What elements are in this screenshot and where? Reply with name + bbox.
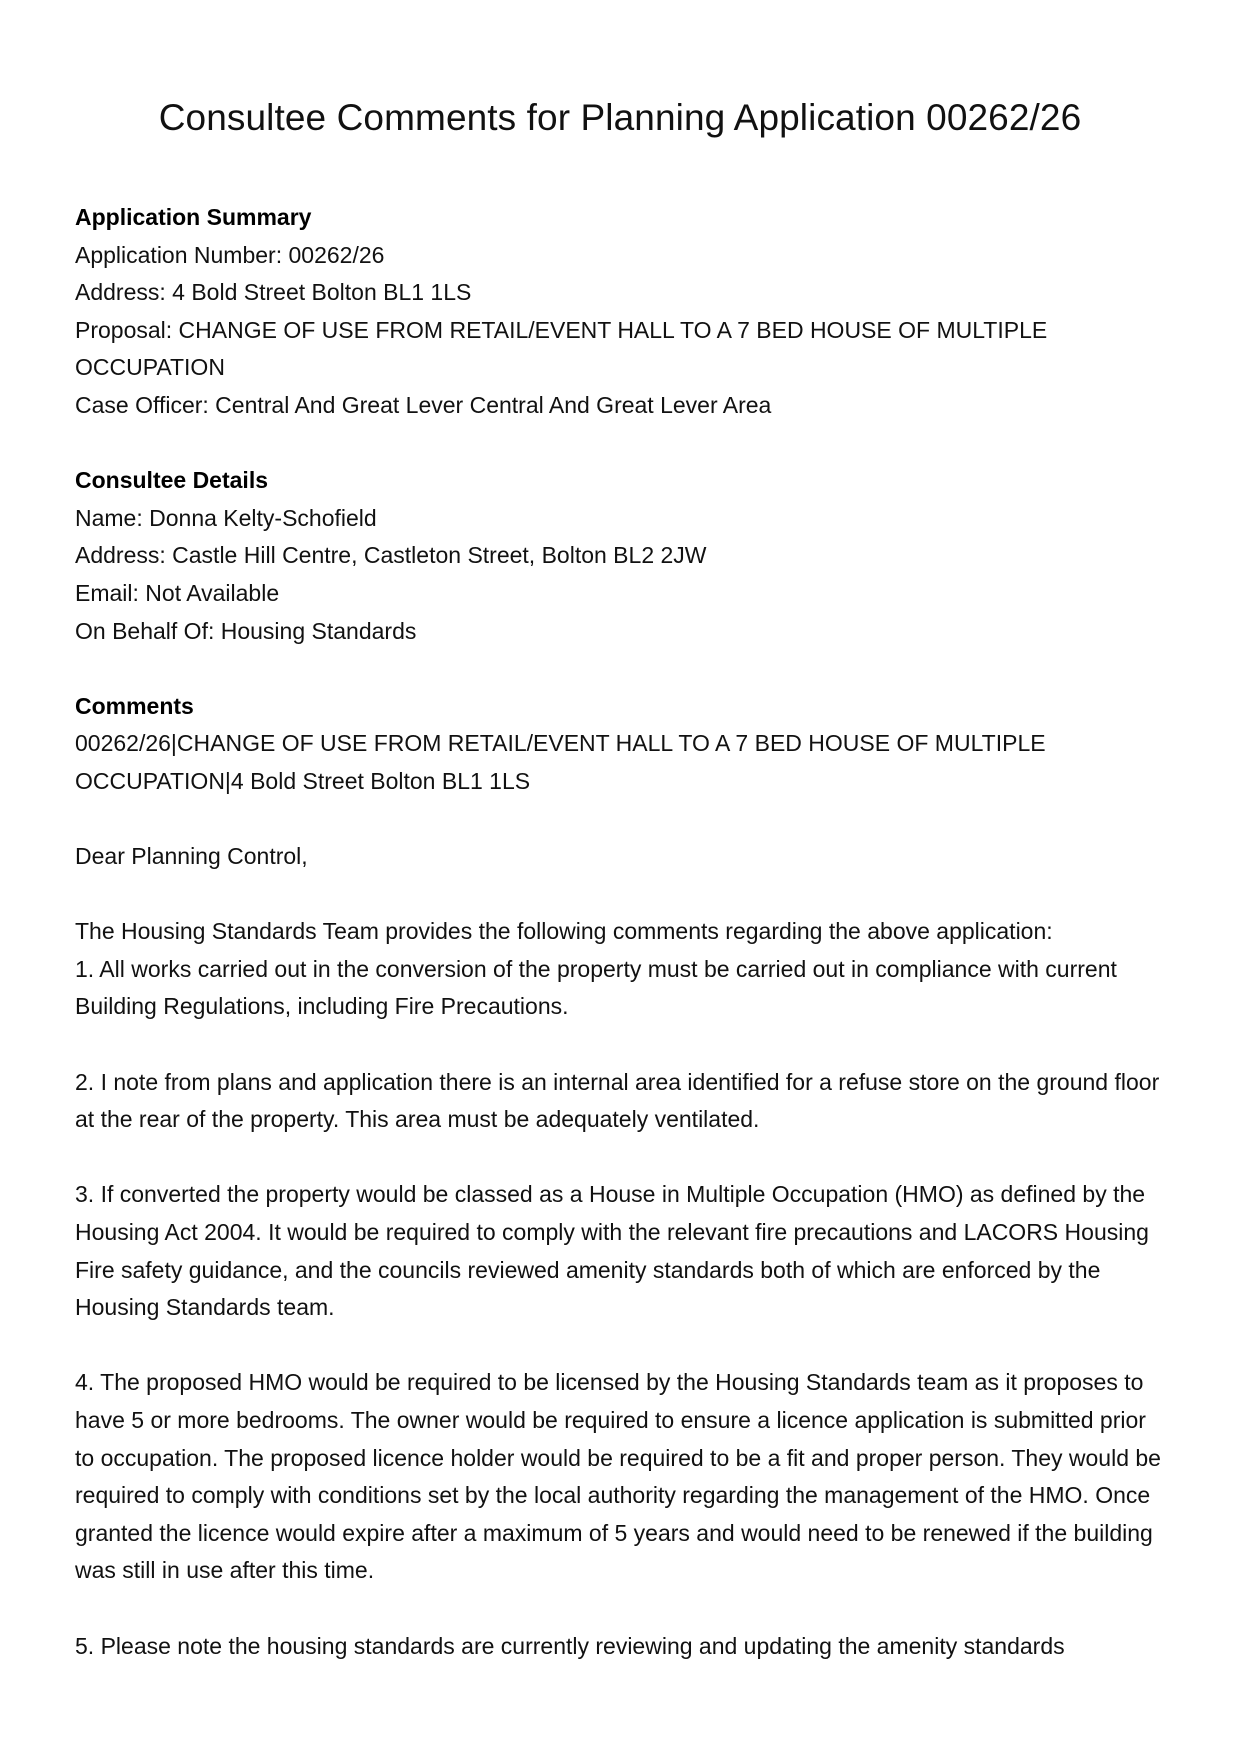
page-title: Consultee Comments for Planning Application 00262/26 xyxy=(158,97,1082,138)
application-proposal: Proposal: CHANGE OF USE FROM RETAIL/EVENT HALL TO A 7 BED HOUSE OF MULTIPLE OCCUPATION xyxy=(75,316,1048,381)
consultee-name: Name: Donna Kelty-Schofield xyxy=(75,504,377,531)
application-summary-section xyxy=(75,199,1175,425)
comments-heading: Comments xyxy=(75,692,194,719)
application-address: Address: 4 Bold Street Bolton BL1 1LS xyxy=(75,279,472,306)
comment-point-1: 1. All works carried out in the conversion of the property must be carried out in compliance with current Building Regulations, including Fire Precautions. xyxy=(75,955,1117,1020)
consultee-email: Email: Not Available xyxy=(75,579,280,606)
comment-point-3: 3. If converted the property would be classed as a House in Multiple Occupation (HMO) as defined by the Housing Act 2004. It would be required to comply with the relevant fire precautions and LACORS Housing Fire safety guidance, and the councils reviewed amenity standards both of which are enforced by the Housing Standards team. xyxy=(75,1181,1149,1321)
consultee-on-behalf-of: On Behalf Of: Housing Standards xyxy=(75,617,417,644)
consultee-details-section xyxy=(75,462,1175,650)
comment-point-2: 2. I note from plans and application there is an internal area identified for a refuse store on the ground floor at the rear of the property. This area must be adequately ventilated. xyxy=(75,1068,1160,1133)
comment-point-4: 4. The proposed HMO would be required to be licensed by the Housing Standards team as it proposes to have 5 or more bedrooms. The owner would be required to ensure a licence application is submitted prior to occupation. The proposed licence holder would be required to be a fit and proper person. They would be required to comply with conditions set by the local authority regarding the management of the HMO. Once granted the licence would expire after a maximum of 5 years and would need to be renewed if the building was still in use after this time. xyxy=(75,1369,1161,1584)
consultee-details-heading: Consultee Details xyxy=(75,467,268,494)
comments-salutation: Dear Planning Control, xyxy=(75,843,308,870)
case-officer: Case Officer: Central And Great Lever Central And Great Lever Area xyxy=(75,391,772,418)
comments-section xyxy=(75,688,1175,801)
document-body xyxy=(75,199,1175,1665)
comments-intro: The Housing Standards Team provides the following comments regarding the above application: xyxy=(75,918,1053,945)
consultee-address: Address: Castle Hill Centre, Castleton Street, Bolton BL2 2JW xyxy=(75,542,707,569)
application-summary-heading: Application Summary xyxy=(75,204,312,230)
comment-point-5: 5. Please note the housing standards are currently reviewing and updating the amenity standards xyxy=(75,1632,1065,1659)
comments-reference: 00262/26|CHANGE OF USE FROM RETAIL/EVENT HALL TO A 7 BED HOUSE OF MULTIPLE OCCUPATION|4 Bold Street Bolton BL1 1LS xyxy=(75,730,1046,794)
application-number: Application Number: 00262/26 xyxy=(75,241,385,268)
